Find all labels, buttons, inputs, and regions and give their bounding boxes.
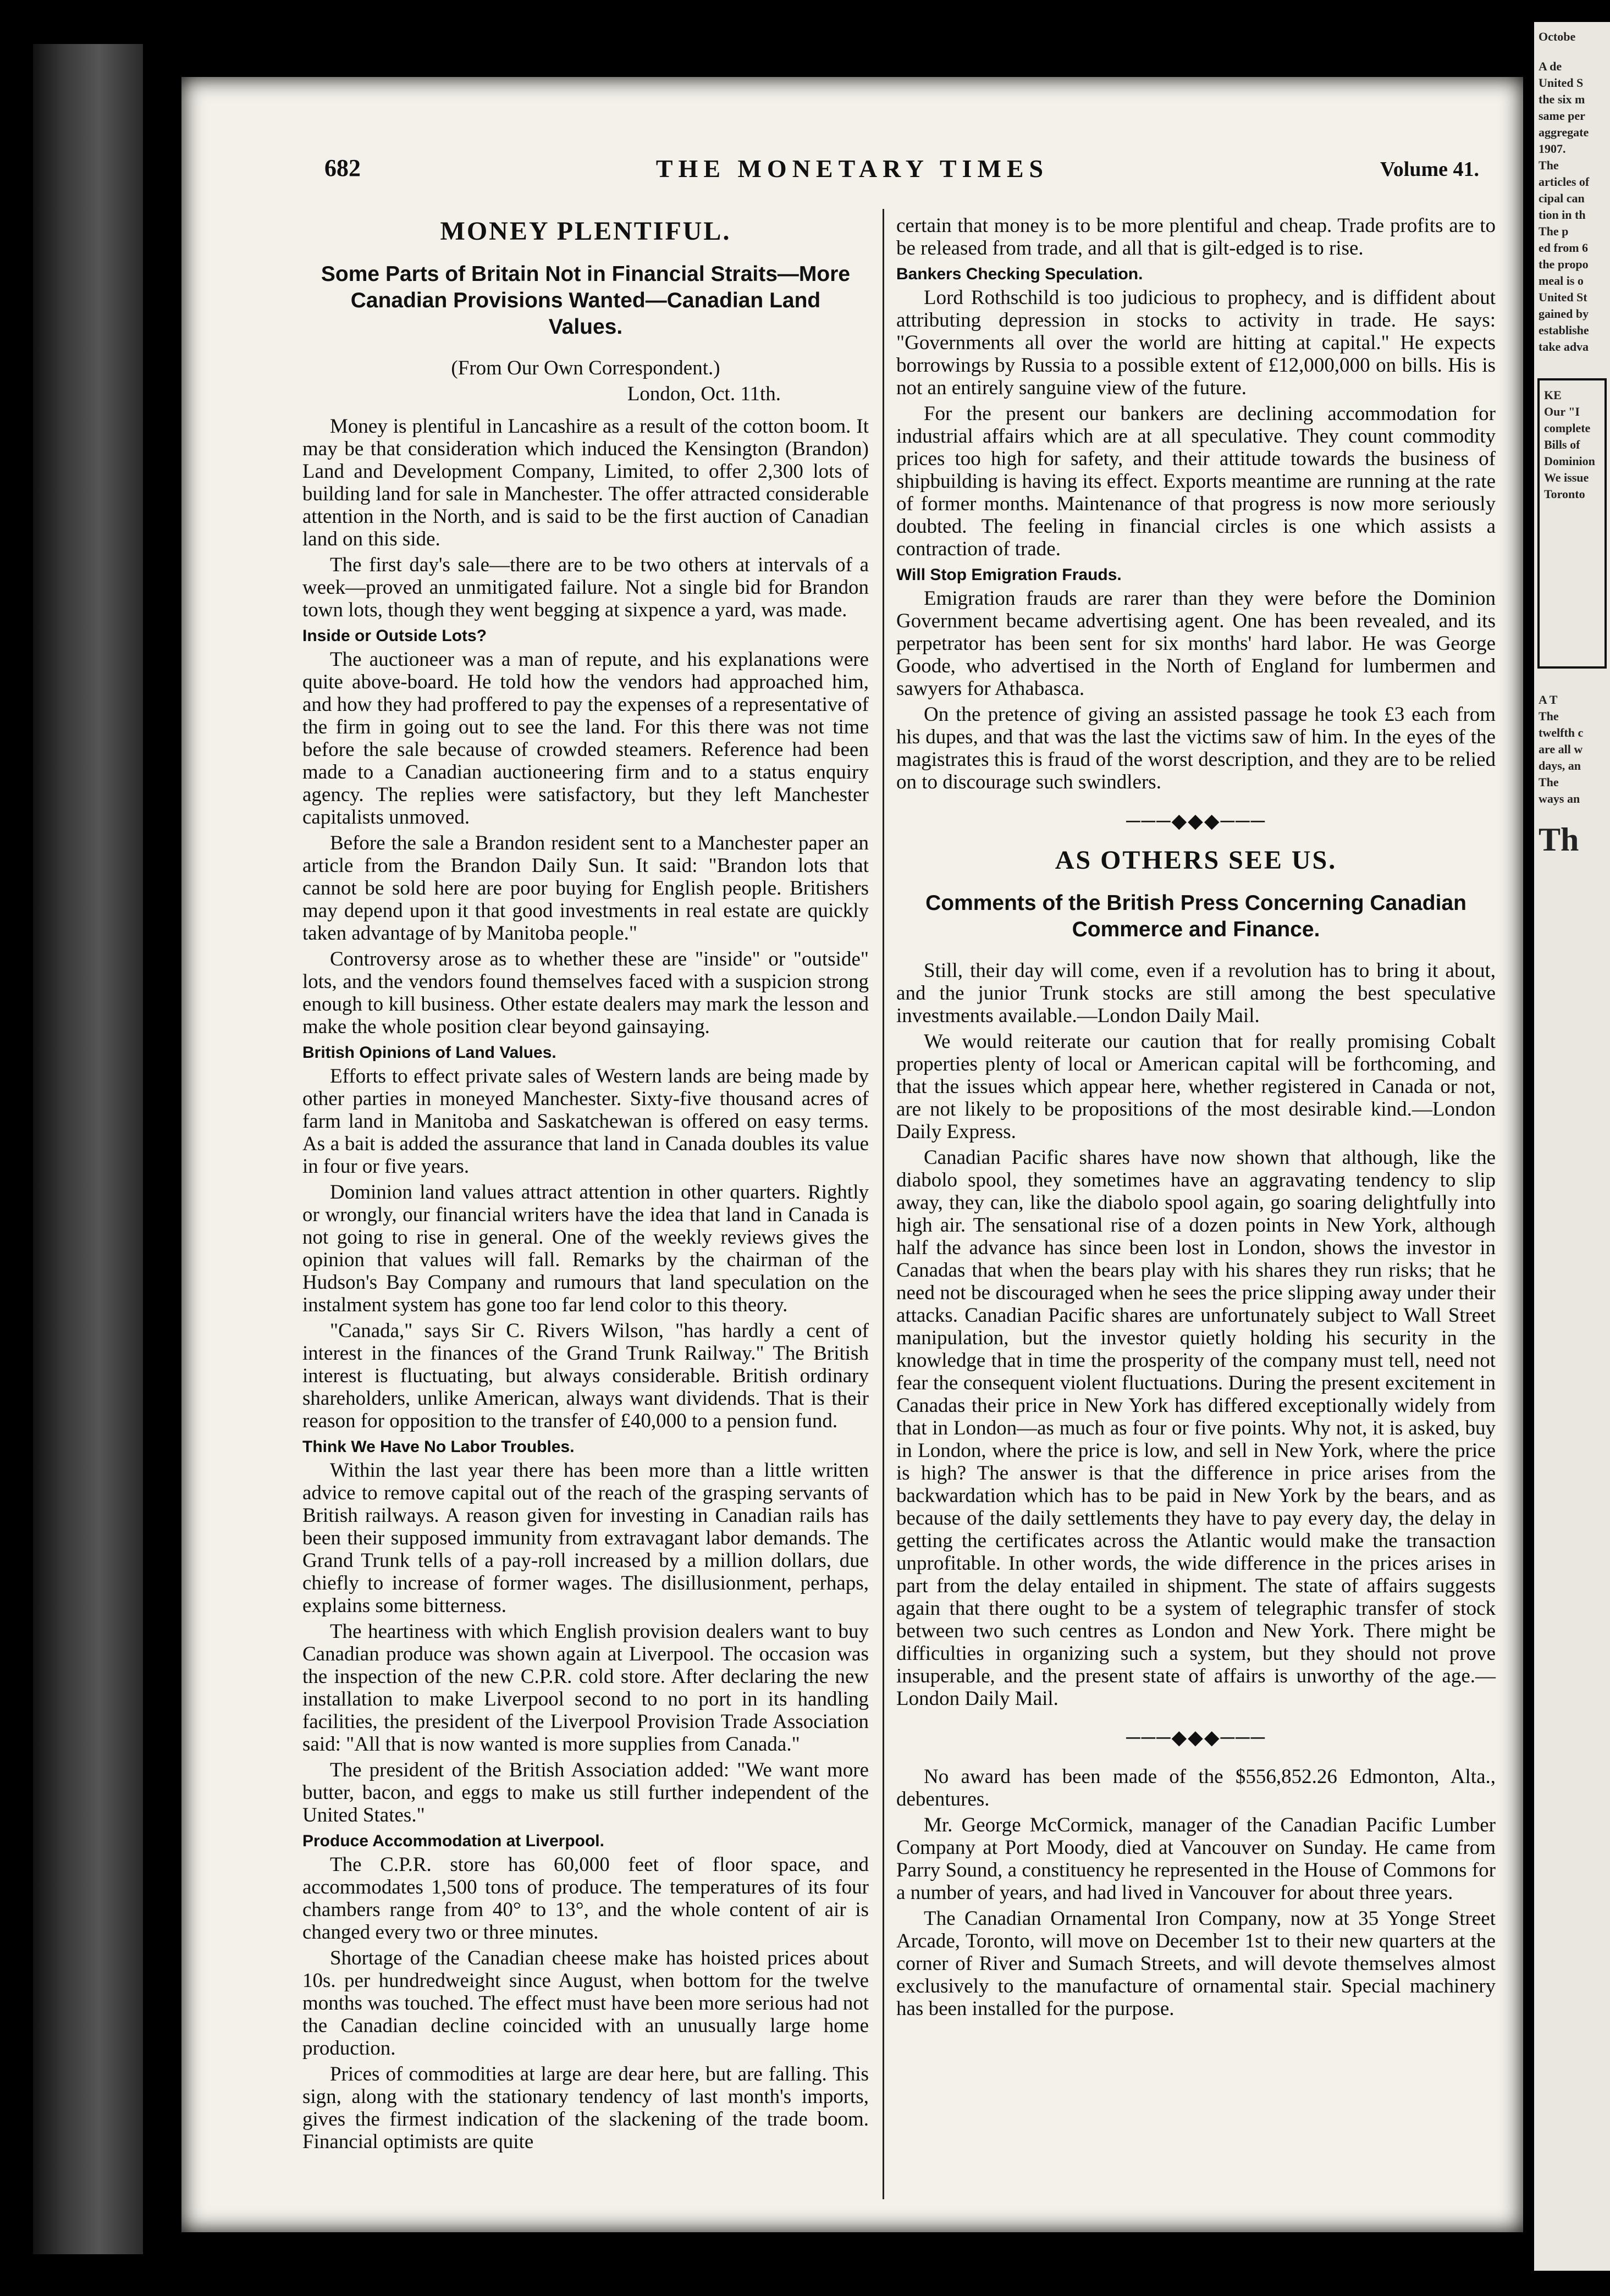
edge-text-line: meal is o xyxy=(1539,274,1584,288)
edge-text-line: take adva xyxy=(1539,340,1589,354)
column-rule xyxy=(883,209,884,2199)
section-heading: Bankers Checking Speculation. xyxy=(896,265,1143,283)
paragraph: For the present our bankers are declining accommodation for industrial affairs which are at all speculative. They count commodity prices too high for safety, and their attitude towards the business of shipbuilding is having its effect. Exports meantime are running at the rate of former months. Maintenance of that progress is now more seriously doubted. The feeling in financial circles is one which assists a contraction of trade. xyxy=(896,402,1496,560)
dateline: London, Oct. 11th. xyxy=(627,383,781,405)
ornament-divider: ───◆◆◆─── xyxy=(1126,1726,1266,1748)
edge-text-line: are all w xyxy=(1539,742,1583,756)
paragraph: "Canada," says Sir C. Rivers Wilson, "has hardly a cent of interest in the finances of the Grand Trunk Railway." The British interest is fluctuating, but always considerable. British ordinary shareholders, unlike American, always want dividends. That is their reason for opposition to the transfer of £40,000 to a pension fund. xyxy=(302,1320,869,1432)
paragraph: We would reiterate our caution that for really promising Cobalt properties plenty of local or American capital will be forthcoming, and that the issues which appear here, whether registered in Canada or not, are not likely to be propositions of the most desirable kind.—London Daily Express. xyxy=(896,1030,1496,1143)
paragraph: The auctioneer was a man of repute, and his explanations were quite above-board. He told how the vendors had approached him, and how they had proffered to pay the expenses of a representative of the firm in going out to see the land. For this there was not time before the sale because of crowded steamers. Reference had been made to a Canadian auctioneering firm and to a status enquiry agency. The replies were satisfactory, but they left Manchester capitalists unmoved. xyxy=(302,648,869,829)
paragraph: Money is plentiful in Lancashire as a result of the cotton boom. It may be that consideration which induced the Kensington (Brandon) Land and Development Company, Limited, to offer 2,300 lots of building land for sale in Manchester. The offer attracted considerable attention in the North, and is said to be the first auction of Canadian land on this side. xyxy=(302,415,869,550)
edge-text-line: 1907. xyxy=(1539,142,1566,156)
edge-text-line: A de xyxy=(1539,59,1562,73)
paragraph: Within the last year there has been more than a little written advice to remove capital out of the reach of the grasping servants of British railways. A reason given for investing in Canadian rails has been their supposed immunity from extravagant labor demands. The Grand Trunk tells of a pay-roll increased by a million dollars, due chiefly to increase of former wages. The disillusionment, perhaps, explains some bitterness. xyxy=(302,1459,869,1617)
edge-text-line: the propo xyxy=(1539,257,1589,271)
paragraph: Dominion land values attract attention in other quarters. Rightly or wrongly, our financial writers have the idea that land in Canada is not going to rise in general. One of the weekly reviews gives the opinion that values will fall. Remarks by the chairman of the Hudson's Bay Company and rumours that land speculation on the instalment system has gone too far lend color to this theory. xyxy=(302,1181,869,1316)
paragraph: Still, their day will come, even if a revolution has to bring it about, and the junior Trunk stocks are still among the best speculative investments available.—London Daily Mail. xyxy=(896,959,1496,1027)
edge-text-line: The p xyxy=(1539,224,1569,238)
section-heading: Think We Have No Labor Troubles. xyxy=(302,1438,575,1456)
edge-text-line: United S xyxy=(1539,76,1584,90)
adjacent-page-edge xyxy=(1534,22,1610,2271)
paragraph: Efforts to effect private sales of Western lands are being made by other parties in moneyed Manchester. Sixty-five thousand acres of farm land in Manitoba and Saskatchewan is offered on easy terms. As a bait is added the assurance that land in Canada doubles its value in four or five years. xyxy=(302,1065,869,1178)
edge-top-label: Octobe xyxy=(1539,30,1576,43)
edge-text-line: days, an xyxy=(1539,759,1581,772)
paragraph: The president of the British Association added: "We want more butter, bacon, and eggs to make us still further independent of the United States." xyxy=(302,1759,869,1826)
edge-text-line: articles of xyxy=(1539,175,1590,189)
edge-text-line: ways an xyxy=(1539,792,1580,805)
edge-text-line: gained by xyxy=(1539,307,1589,321)
section-heading: British Opinions of Land Values. xyxy=(302,1044,556,1062)
article-subtitle: Comments of the British Press Concerning Canadian Commerce and Finance. xyxy=(925,891,1466,941)
edge-bottom-label: Th xyxy=(1539,821,1579,858)
edge-text-line: tion in th xyxy=(1539,208,1586,222)
paragraph: On the pretence of giving an assisted passage he took £3 each from his dupes, and that was the last the victims saw of him. In the eyes of the magistrates this is fraud of the worst description, and they are to be relied on to discourage such swindlers. xyxy=(896,703,1496,793)
edge-text-line: aggregate xyxy=(1539,125,1589,139)
edge-text-line: the six m xyxy=(1539,92,1585,106)
column-right xyxy=(896,214,1496,2023)
page-header xyxy=(181,154,1523,187)
masthead: THE MONETARY TIMES xyxy=(655,154,1049,183)
edge-text-line: A T xyxy=(1539,693,1558,707)
article-title: AS OTHERS SEE US. xyxy=(1055,846,1337,875)
paragraph: The C.P.R. store has 60,000 feet of floor space, and accommodates 1,500 tons of produce. The temperatures of its four chambers range from 40° to 13°, and the whole content of air is changed every two or three minutes. xyxy=(302,1853,869,1944)
paragraph: Mr. George McCormick, manager of the Canadian Pacific Lumber Company at Port Moody, died at Vancouver on Sunday. He came from Parry Sound, a constituency he represented in the House of Commons for a number of years, and had lived in Vancouver for about three years. xyxy=(896,1814,1496,1904)
edge-text-line: Our "I xyxy=(1544,405,1580,418)
paragraph: certain that money is to be more plentiful and cheap. Trade profits are to be released from trade, and all that is gilt-edged is to rise. xyxy=(896,214,1496,260)
edge-text-line: Toronto xyxy=(1544,487,1585,501)
edge-text-line: The xyxy=(1539,158,1559,172)
edge-text-line: Bills of xyxy=(1544,438,1580,451)
volume-label: Volume 41. xyxy=(1380,158,1479,181)
section-heading: Produce Accommodation at Liverpool. xyxy=(302,1832,604,1850)
edge-frame xyxy=(1537,378,1607,669)
edge-text-line: Dominion xyxy=(1544,454,1595,468)
section-heading: Inside or Outside Lots? xyxy=(302,627,487,645)
edge-text-line: complete xyxy=(1544,421,1591,435)
paragraph: The Canadian Ornamental Iron Company, now at 35 Yonge Street Arcade, Toronto, will move on December 1st to their new quarters at the corner of River and Sumach Streets, and will devote themselves almost exclusively to the manufacture of ornamental stair. Special machinery has been installed for the purpose. xyxy=(896,1907,1496,2020)
edge-text-block xyxy=(1534,52,1610,362)
article-title: MONEY PLENTIFUL. xyxy=(440,217,731,246)
article-subtitle: Some Parts of Britain Not in Financial Straits—More Canadian Provisions Wanted—Canadian Land Values. xyxy=(321,262,851,339)
correspondent-line: (From Our Own Correspondent.) xyxy=(451,357,720,379)
section-heading: Will Stop Emigration Frauds. xyxy=(896,566,1122,584)
ornament-divider: ───◆◆◆─── xyxy=(1126,810,1266,832)
paragraph: Lord Rothschild is too judicious to prophecy, and is diffident about attributing depression in stocks to activity in trade. He says: "Governments all over the world are hitting at capital." He expects borrowings by Russia to a possible extent of £12,000,000 on bills. His is not an entirely sanguine view of the future. xyxy=(896,286,1496,399)
paragraph: The heartiness with which English provision dealers want to buy Canadian produce was shown again at Liverpool. The occasion was the inspection of the new C.P.R. cold store. After declaring the new installation to make Liverpool second to no port in its handling facilities, the president of the Liverpool Provision Trade Association said: "All that is now wanted is more supplies from Canada." xyxy=(302,1620,869,1756)
edge-text-line: KE xyxy=(1544,388,1562,402)
column-left xyxy=(302,214,869,2156)
paragraph: Prices of commodities at large are dear here, but are falling. This sign, along with the stationary tendency of last month's imports, gives the firmest indication of the slackening of the trade boom. Financial optimists are quite xyxy=(302,2063,869,2153)
book-binding xyxy=(33,44,143,2254)
newspaper-page xyxy=(181,77,1523,2232)
edge-text-line: The xyxy=(1539,709,1559,723)
edge-text-line: The xyxy=(1539,775,1559,789)
paragraph: Before the sale a Brandon resident sent to a Manchester paper an article from the Brandon Daily Sun. It said: "Brandon lots that cannot be sold here are poor buying for English people. Britishers may depend upon it that good investments in real estate are quickly taken advantage of by Manitoba people." xyxy=(302,832,869,945)
paragraph: Emigration frauds are rarer than they were before the Dominion Government became advertising agent. One has been revealed, and its perpetrator has been sent for six months' hard labor. He was George Goode, who advertised in the North of England for lumbermen and sawyers for Athabasca. xyxy=(896,587,1496,700)
paragraph: Shortage of the Canadian cheese make has hoisted prices about 10s. per hundredweight since August, when bottom for the twelve months was touched. The effect must have been more serious had not the Canadian decline coincided with an unusually large home production. xyxy=(302,1947,869,2060)
edge-text-block xyxy=(1540,380,1605,509)
edge-text-line: twelfth c xyxy=(1539,726,1584,739)
edge-text-line: United St xyxy=(1539,290,1587,304)
paragraph: Controversy arose as to whether these are "inside" or "outside" lots, and the vendors found themselves faced with a suspicion strong enough to kill business. Other estate dealers may mark the lesson and make the whole position clear beyond gainsaying. xyxy=(302,948,869,1038)
edge-text-line: cipal can xyxy=(1539,191,1585,205)
edge-text-line: We issue xyxy=(1544,471,1589,484)
edge-text-line: same per xyxy=(1539,109,1585,123)
edge-text-line: ed from 6 xyxy=(1539,241,1589,255)
edge-text-block xyxy=(1534,685,1610,814)
paragraph: The first day's sale—there are to be two others at intervals of a week—proved an unmitigated failure. Not a single bid for Brandon town lots, though they went begging at sixpence a yard, was made. xyxy=(302,554,869,621)
paragraph: No award has been made of the $556,852.26 Edmonton, Alta., debentures. xyxy=(896,1765,1496,1811)
page-number: 682 xyxy=(324,154,361,181)
paragraph: Canadian Pacific shares have now shown that although, like the diabolo spool, they sometimes have an aggravating tendency to slip away, they can, like the diabolo spool again, go soaring delightfully into high air. The sensational rise of a dozen points in New York, although half the advance has since been lost in London, shows the investor in Canadas that when the bears play with his shares they run risks; that he need not be discouraged when he sees the price slipping away under their attacks. Canadian Pacific shares are unfortunately subject to Wall Street manipulation, but the investor quietly holding his security in the knowledge that in time the prosperity of the company must tell, need not fear the consequent violent fluctuations. During the present excitement in Canadas their price in New York has differed exceptionally widely from that in London—as much as four or five points. Why not, it is asked, buy in London, where the price is low, and sell in New York, where the price is high? The answer is that the difference in price arises from the backwardation which has to be paid in New York by the bears, and as because of the daily settlements they have to pay every day, the delay in getting the certificates across the Atlantic would make the transaction unprofitable. In other words, the wide difference in the prices arises in part from the delay entailed in shipment. The state of affairs suggests again that there ought to be a system of telegraphic transfer of stock between two such centres as London and New York. There might be difficulties in organizing such a system, but they should not prove insuperable, and the present state of affairs is unworthy of the age.—London Daily Mail. xyxy=(896,1146,1496,1710)
edge-text-line: establishe xyxy=(1539,323,1589,337)
